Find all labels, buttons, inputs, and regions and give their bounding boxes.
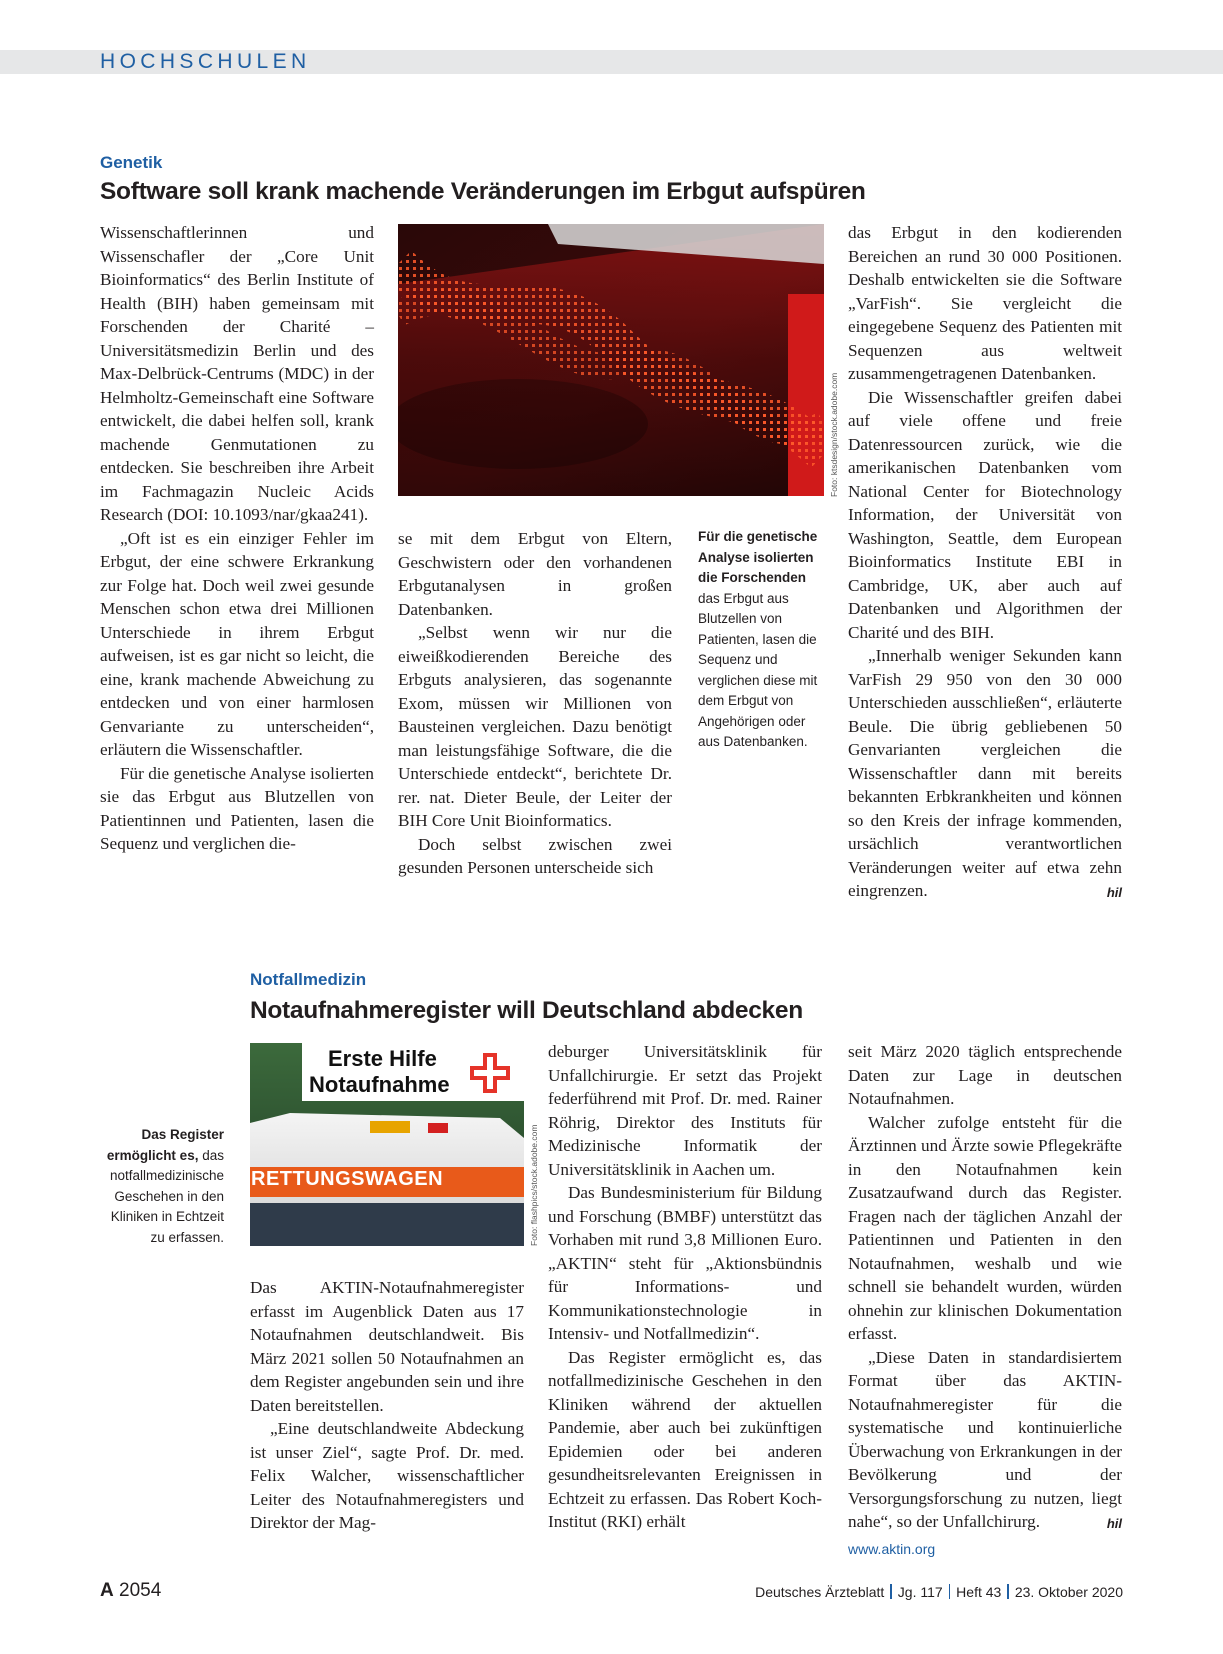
author-signature: hil	[1106, 1516, 1122, 1531]
article2-photo-credit: Foto: flashpics/stock.adobe.com	[529, 1124, 539, 1246]
image-sign-text	[260, 1046, 510, 1098]
article1-kicker: Genetik	[100, 153, 163, 172]
dna-photo	[398, 224, 824, 496]
article1-column-1	[100, 221, 374, 856]
paragraph: Doch selbst zwischen zwei gesunden Personen unterscheide sich	[398, 834, 672, 877]
paragraph: Das AKTIN-Notaufnahmeregister erfasst im Augenblick Daten aus 17 Notaufnahmen deutschlandweit. Bis März 2021 sollen 50 Notaufnahmen an dem Register angebunden sein und ihre Daten bereitstellen.	[250, 1278, 524, 1415]
article2-column-3	[848, 1040, 1122, 1561]
paragraph	[848, 644, 1122, 903]
article2-column-2	[548, 1040, 822, 1534]
paragraph: Für die genetische Analyse isolierten sie das Erbgut aus Blutzellen von Patientinnen und Patienten, lasen die Sequenz und verglichen die-	[100, 763, 374, 853]
paragraph: se mit dem Erbgut von Eltern, Geschwistern oder den vorhandenen Erbgutanalysen in großen Datenbanken.	[398, 529, 672, 619]
caption-text: das notfallmedizinische Geschehen in den Kliniken in Echtzeit zu erfassen.	[109, 1147, 224, 1245]
dna-helix-image	[398, 224, 824, 496]
page-number	[100, 1580, 161, 1602]
author-signature: hil	[1106, 885, 1122, 900]
paragraph: Die Wissenschaftler greifen dabei auf viele offene und freie Datenressourcen zurück, wie die amerikanischen Datenbanken vom National Center for Biotechnology Information, der Universität von Washington, Seattle, dem European Bioinformatics Institute EBI in Cambridge, UK, aber auch auf Datenbanken und Algorithmen der Charité und des BIH.	[848, 387, 1122, 642]
aktin-link[interactable]: www.aktin.org	[848, 1540, 936, 1557]
paragraph: Walcher zufolge entsteht für die Ärztinnen und Ärzte sowie Pflegekräfte in den Notaufnahmen kein Zusatzaufwand durch das Register. Fragen nach der täglichen Anzahl der Patientinnen und Patienten in den Notaufnahmen, weshalb und wie schnell sie behandelt wurden, würden ohnehin zur klinischen Dokumentation erfasst.	[848, 1112, 1122, 1343]
article1-column-2	[398, 527, 672, 880]
caption-lead: Für die genetische Analyse isolierten die Forschenden	[698, 529, 818, 585]
article1-column-3	[848, 221, 1122, 905]
footer-citation	[755, 1584, 1123, 1600]
paragraph: seit März 2020 täglich entsprechende Daten zur Lage in deutschen Notaufnahmen.	[848, 1042, 1122, 1108]
page-number-value: 2054	[119, 1580, 162, 1601]
issue-date: 23. Oktober 2020	[1014, 1584, 1123, 1600]
journal-name: Deutsches Ärzteblatt	[755, 1584, 885, 1600]
article1-headline: Software soll krank machende Veränderungen im Erbgut aufspüren	[100, 178, 866, 205]
article2-caption	[96, 1125, 224, 1248]
article2-kicker: Notfallmedizin	[250, 970, 367, 989]
paragraph: deburger Universitätsklinik für Unfallchirurgie. Er setzt das Projekt federführend mit Prof. Dr. med. Rainer Röhrig, Direktor des Instituts für Medizinische Informatik der Universitätsklinik in Aachen um.	[548, 1042, 822, 1179]
volume: Jg. 117	[897, 1584, 943, 1600]
paragraph: „Oft ist es ein einziger Fehler im Erbgut, der eine schwere Erkrankung zur Folge hat. Doch weil zwei gesunde Menschen schon etwa drei Millionen Unterschiede in ihrem Erbgut aufweisen, ist es gar nicht so leicht, die eine, krank machende Abweichung zu entdecken und von einer harmlosen Genvariante zu unterscheiden“, erläutern die Wissenschaftler.	[100, 528, 374, 759]
page-prefix: A	[100, 1580, 114, 1601]
article2-headline: Notaufnahmeregister will Deutschland abdecken	[250, 997, 803, 1024]
paragraph-text: „Innerhalb weniger Sekunden kann VarFish 29 950 von den 30 000 Unterschieden ausschließen“, erläuterte Beule. Die übrig gebliebenen 50 Genvarianten vergleichen die Wissenschaftler dann mit bereits bekannten Erbkrankheiten und können so den Kreis der infrage kommenden, ursächlich verantwortlichen Veränderungen weiter auf etwa zehn eingrenzen.	[848, 646, 1122, 900]
paragraph-text: „Diese Daten in standardisiertem Format über das AKTIN-Notaufnahmeregister für die systematische und kontinuierliche Überwachung von Erkrankungen in der Bevölkerung und der Versorgungsforschung zu nutzen, liegt nahe“, so der Unfallchirurg.	[848, 1347, 1122, 1531]
image-vehicle-text: RETTUNGSWAGEN	[251, 1168, 444, 1190]
separator	[949, 1584, 951, 1599]
separator	[1007, 1584, 1009, 1599]
paragraph: Das Bundesministerium für Bildung und Forschung (BMBF) unterstützt das Vorhaben mit rund 3,8 Millionen Euro. „AKTIN“ steht für „Aktionsbündnis für Informations- und Kommunikationstechnologie in Intensiv- und Notfallmedizin“.	[548, 1183, 822, 1343]
separator	[890, 1584, 892, 1599]
article1-caption	[698, 527, 824, 753]
sign-line-1: Erste Hilfe	[328, 1046, 437, 1071]
sign-line-2: Notaufnahme	[309, 1072, 450, 1097]
paragraph: Das Register ermöglicht es, das notfallmedizinische Geschehen in den Kliniken während der aktuellen Pandemie, aber auch bei zukünftigen Epidemien oder bei anderen gesundheitsrelevanten Ereignissen in Echtzeit zu erfassen. Das Robert Koch-Institut (RKI) erhält	[548, 1347, 822, 1531]
paragraph: Wissenschaftlerinnen und Wissenschafler der „Core Unit Bioinformatics“ des Berlin Institute of Health (BIH) haben gemeinsam mit Forschenden der Charité – Universitätsmedizin Berlin und des Max-Delbrück-Centrums (MDC) in der Helmholtz-Gemeinschaft eine Software entwickelt, die dabei helfen soll, krank machende Genmutationen zu entdecken. Sie beschreiben ihre Arbeit im Fachmagazin Nucleic Acids Research (DOI: 10.1093/nar/gkaa241).	[100, 223, 374, 524]
article1-photo-credit: Foto: ktsdesign/stock.adobe.com	[829, 372, 839, 497]
paragraph: das Erbgut in den kodierenden Bereichen an rund 30 000 Positionen. Deshalb entwickelten sie die Software „VarFish“. Sie vergleicht die eingegebene Sequenz des Patienten mit Sequenzen aus weltweit zusammengetragenen Datenbanken.	[848, 223, 1122, 383]
caption-text: das Erbgut aus Blutzellen von Patienten, lasen die Sequenz und verglichen diese mit dem Erbgut von Angehörigen oder aus Datenbanken.	[698, 590, 818, 749]
paragraph: „Eine deutschlandweite Abdeckung ist unser Ziel“, sagte Prof. Dr. med. Felix Walcher, wissenschaftlicher Leiter des Notaufnahmeregisters und Direktor der Mag-	[250, 1419, 524, 1532]
caption-lead: Das Register ermöglicht es,	[106, 1127, 224, 1163]
issue: Heft 43	[956, 1584, 1002, 1600]
section-label: HOCHSCHULEN	[100, 50, 311, 73]
article2-column-1	[250, 1276, 524, 1535]
paragraph	[848, 1346, 1122, 1534]
paragraph: „Selbst wenn wir nur die eiweißkodierenden Bereiche des Erbguts analysieren, das sogenannte Exom, müssen wir Millionen von Bausteinen vergleichen. Dazu benötigt man leistungsfähige Software, die die Unterschiede entdeckt“, berichtete Dr. rer. nat. Dieter Beule, der Leiter der BIH Core Unit Bioinformatics.	[398, 623, 672, 830]
